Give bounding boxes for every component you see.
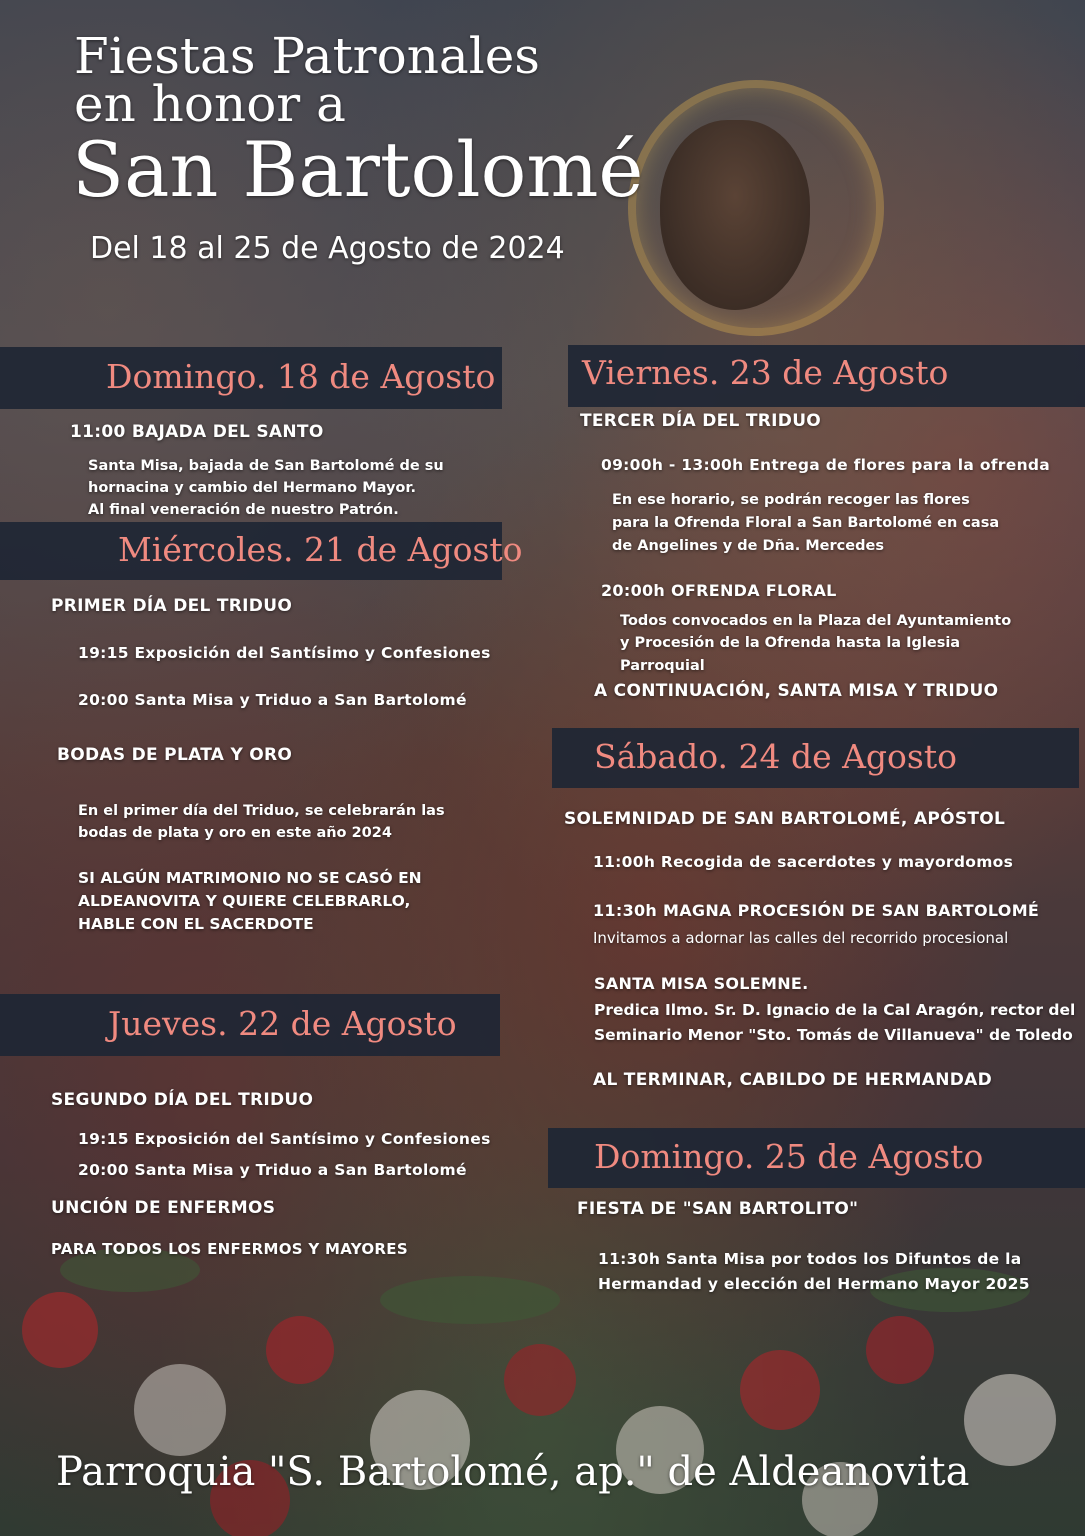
poster-dates: Del 18 al 25 de Agosto de 2024 (90, 231, 565, 266)
event-item: SANTA MISA SOLEMNE. (594, 974, 809, 993)
event-heading: SOLEMNIDAD DE SAN BARTOLOMÉ, APÓSTOL (564, 809, 1006, 829)
event-line: 11:30h Santa Misa por todos los Difuntos de la (598, 1250, 1022, 1268)
event-heading: SEGUNDO DÍA DEL TRIDUO (51, 1090, 314, 1110)
event-item: 20:00 Santa Misa y Triduo a San Bartolomé (78, 691, 467, 709)
event-item: 19:15 Exposición del Santísimo y Confesiones (78, 644, 491, 662)
event-heading: FIESTA DE "SAN BARTOLITO" (577, 1199, 859, 1219)
event-item: 20:00h OFRENDA FLORAL (601, 581, 837, 600)
event-line: Predica Ilmo. Sr. D. Ignacio de la Cal Aragón, rector del (594, 1001, 1076, 1019)
event-line: Al final veneración de nuestro Patrón. (88, 502, 399, 518)
day-banner-fri23 (568, 345, 1085, 407)
event-line: de Angelines y de Dña. Mercedes (612, 538, 884, 554)
day-title: Domingo. 25 de Agosto (594, 1137, 984, 1176)
day-title: Domingo. 18 de Agosto (106, 357, 496, 396)
event-line: para la Ofrenda Floral a San Bartolomé en casa (612, 515, 1000, 531)
event-line: Parroquial (620, 658, 705, 674)
event-line: y Procesión de la Ofrenda hasta la Iglesia (620, 635, 961, 651)
event-line: En el primer día del Triduo, se celebrarán las (78, 803, 445, 819)
day-title: Viernes. 23 de Agosto (582, 353, 949, 392)
day-banner-sun25 (548, 1128, 1085, 1188)
event-item: 20:00 Santa Misa y Triduo a San Bartolomé (78, 1161, 467, 1179)
poster-title-main: San Bartolomé (72, 125, 644, 214)
event-item: 11:30h MAGNA PROCESIÓN DE SAN BARTOLOMÉ (593, 901, 1040, 920)
day-banner-sun18 (0, 347, 502, 409)
day-title: Jueves. 22 de Agosto (108, 1004, 457, 1043)
event-line: hornacina y cambio del Hermano Mayor. (88, 480, 416, 496)
event-item: 11:00h Recogida de sacerdotes y mayordomos (593, 853, 1014, 871)
day-banner-wed21 (0, 522, 523, 580)
day-banner-thu22 (0, 994, 500, 1056)
event-line: Invitamos a adornar las calles del recorrido procesional (593, 929, 1009, 947)
event-closing: AL TERMINAR, CABILDO DE HERMANDAD (593, 1070, 992, 1090)
event-line: Santa Misa, bajada de San Bartolomé de su (88, 458, 444, 474)
event-line: Hermandad y elección del Hermano Mayor 2025 (598, 1275, 1030, 1293)
event-line: ALDEANOVITA Y QUIERE CELEBRARLO, (78, 892, 411, 910)
event-line: Seminario Menor "Sto. Tomás de Villanueva" de Toledo (594, 1026, 1073, 1044)
poster-title-line2: en honor a (74, 75, 346, 133)
event-line: Todos convocados en la Plaza del Ayuntamiento (620, 613, 1012, 629)
parish-name: Parroquia "S. Bartolomé, ap." de Aldeanovita (56, 1449, 970, 1495)
event-line: bodas de plata y oro en este año 2024 (78, 825, 392, 841)
event-heading: TERCER DÍA DEL TRIDUO (580, 411, 822, 431)
event-closing: A CONTINUACIÓN, SANTA MISA Y TRIDUO (594, 681, 999, 701)
event-item: 19:15 Exposición del Santísimo y Confesiones (78, 1130, 491, 1148)
event-item: PARA TODOS LOS ENFERMOS Y MAYORES (51, 1240, 408, 1258)
event-heading: 11:00 BAJADA DEL SANTO (70, 422, 324, 442)
day-title: Miércoles. 21 de Agosto (118, 530, 523, 569)
event-line: HABLE CON EL SACERDOTE (78, 915, 314, 933)
day-title: Sábado. 24 de Agosto (594, 737, 957, 776)
poster-title-line1: Fiestas Patronales (74, 27, 540, 85)
event-heading: UNCIÓN DE ENFERMOS (51, 1198, 276, 1218)
event-heading: BODAS DE PLATA Y ORO (57, 745, 293, 765)
day-banner-sat24 (552, 728, 1079, 788)
event-line: SI ALGÚN MATRIMONIO NO SE CASÓ EN (78, 869, 422, 887)
event-item: 09:00h - 13:00h Entrega de flores para la ofrenda (601, 456, 1051, 474)
event-line: En ese horario, se podrán recoger las flores (612, 492, 970, 508)
event-heading: PRIMER DÍA DEL TRIDUO (51, 596, 293, 616)
